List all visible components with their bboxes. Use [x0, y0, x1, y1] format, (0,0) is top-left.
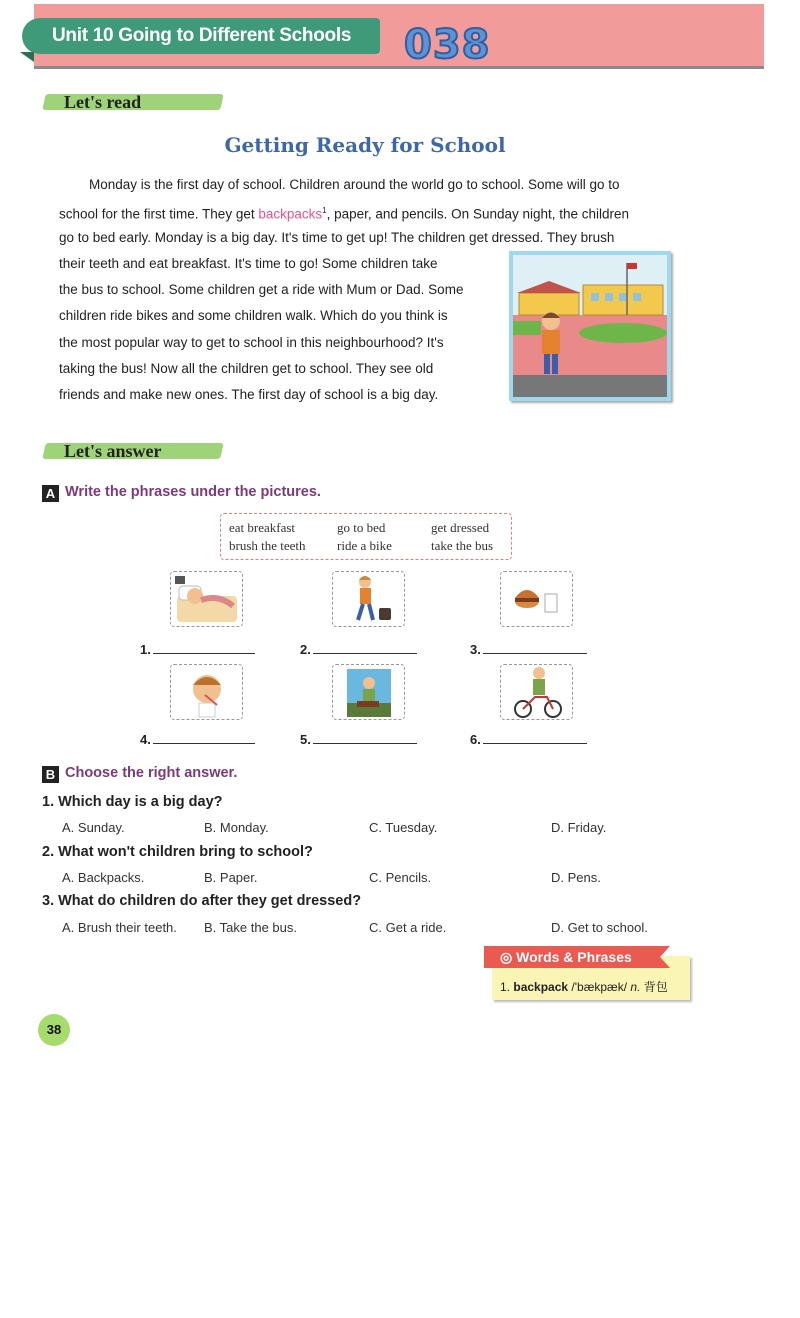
passage-line: the bus to school. Some children get a ride with Mum or Dad. Some: [59, 282, 464, 298]
option-3d[interactable]: D. Get to school.: [551, 920, 648, 935]
answer-blank-4[interactable]: 4.: [140, 732, 255, 747]
vocab-phonetic: /'bækpæk/: [571, 980, 628, 994]
option-1b[interactable]: B. Monday.: [204, 820, 269, 835]
phrase-item: ride a bike: [337, 538, 392, 553]
passage-line: the most popular way to get to school in this neighbourhood? It's: [59, 334, 444, 350]
picture-brushing-teeth: [170, 664, 243, 720]
words-phrases-label: Words & Phrases: [516, 949, 632, 965]
question-2: 2. What won't children bring to school?: [42, 844, 313, 860]
option-3b[interactable]: B. Take the bus.: [204, 920, 297, 935]
passage-line: children ride bikes and some children walk. Which do you think is: [59, 308, 448, 324]
part-a-letter: A: [42, 485, 59, 502]
words-phrases-tag: [484, 946, 660, 968]
question-1: 1. Which day is a big day?: [42, 794, 223, 810]
option-1c[interactable]: C. Tuesday.: [369, 820, 438, 835]
question-3: 3. What do children do after they get dressed?: [42, 893, 362, 909]
part-b-heading: [42, 765, 237, 783]
part-a-instruction: Write the phrases under the pictures.: [65, 484, 321, 500]
vocab-entry: 1. backpack /'bækpæk/ n. 背包: [500, 980, 668, 994]
part-a-heading: [42, 484, 321, 502]
vocab-pos: n.: [630, 980, 641, 994]
picture-bus-ride: [332, 664, 405, 720]
lets-read-label: [44, 92, 224, 112]
passage-line: go to bed early. Monday is a big day. It's time to get up! The children get dressed. They brush: [59, 229, 615, 245]
answer-blank-3[interactable]: 3.: [470, 642, 587, 657]
picture-breakfast: [500, 571, 573, 627]
phrase-item: brush the teeth: [229, 538, 306, 553]
phrase-item: go to bed: [337, 520, 386, 535]
phrase-item: take the bus: [431, 538, 494, 553]
passage-line: their teeth and eat breakfast. It's time to go! Some children take: [59, 255, 438, 271]
option-2a[interactable]: A. Backpacks.: [62, 870, 145, 885]
option-2b[interactable]: B. Paper.: [204, 870, 258, 885]
phrase-item: eat breakfast: [229, 520, 296, 535]
lets-answer-text: Let's answer: [64, 441, 162, 461]
option-1d[interactable]: D. Friday.: [551, 820, 607, 835]
part-b-instruction: Choose the right answer.: [65, 765, 238, 781]
page-number-big: 038: [404, 22, 491, 68]
picture-sleeping-child: [170, 571, 243, 627]
reading-title: Getting Ready for School: [224, 133, 506, 157]
phrase-item: get dressed: [431, 520, 490, 535]
passage-line: Monday is the first day of school. Children around the world go to school. Some will go to: [89, 177, 620, 192]
picture-bike-ride: [500, 664, 573, 720]
page-number: 38: [38, 1014, 70, 1046]
lets-read-text: Let's read: [64, 92, 142, 112]
target-icon: ◎: [500, 949, 513, 965]
backpacks-word: backpacks: [258, 206, 323, 222]
option-3c[interactable]: C. Get a ride.: [369, 920, 447, 935]
unit-title: Unit 10 Going to Different Schools: [22, 18, 380, 54]
vocab-word: backpack: [513, 980, 569, 994]
picture-child-backpack: [332, 571, 405, 627]
option-1a[interactable]: A. Sunday.: [62, 820, 125, 835]
phrase-box: [220, 513, 512, 560]
option-2c[interactable]: C. Pencils.: [369, 870, 432, 885]
answer-blank-5[interactable]: 5.: [300, 732, 417, 747]
school-illustration: [509, 251, 671, 401]
vocab-chinese: 背包: [643, 980, 668, 994]
lets-answer-label: [44, 441, 224, 461]
passage-line: school for the first time. They get backpacks$^1$, paper, and pencils. On Sunday night, the children: [59, 206, 630, 222]
passage-line: friends and make new ones. The first day of school is a big day.: [59, 387, 439, 403]
answer-blank-1[interactable]: 1.: [140, 642, 255, 657]
part-b-letter: B: [42, 766, 59, 783]
answer-blank-2[interactable]: 2.: [300, 642, 417, 657]
option-2d[interactable]: D. Pens.: [551, 870, 601, 885]
passage-line: taking the bus! Now all the children get to school. They see old: [59, 361, 434, 377]
answer-blank-6[interactable]: 6.: [470, 732, 587, 747]
option-3a[interactable]: A. Brush their teeth.: [62, 920, 177, 935]
